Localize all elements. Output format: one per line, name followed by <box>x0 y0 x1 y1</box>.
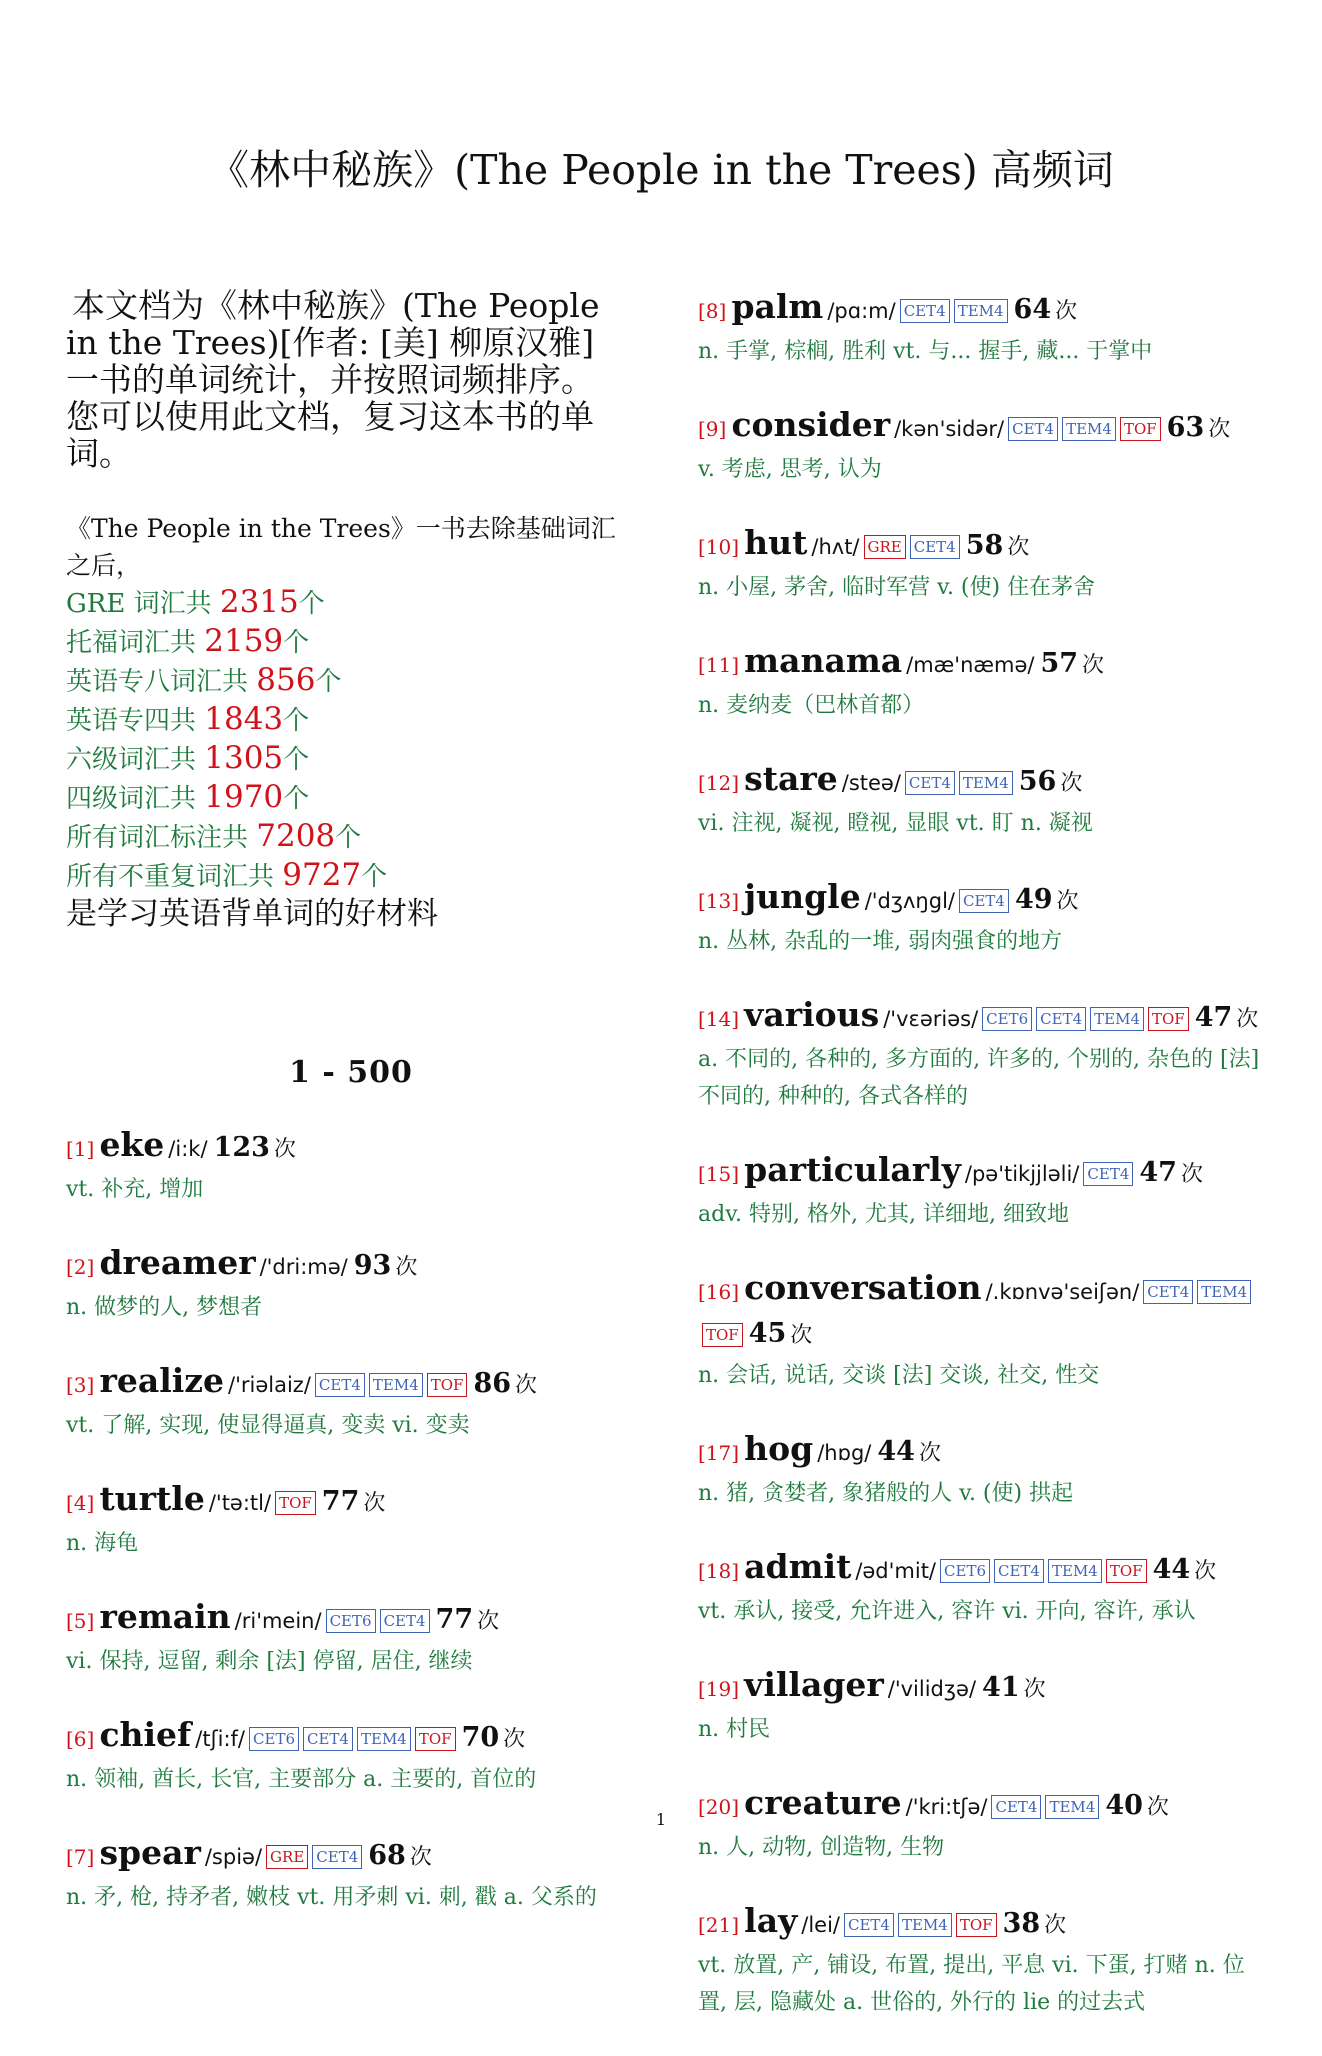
intro-line-1: 本文档为《林中秘族》(The People in the Trees)[作者: [美] 柳原汉雅] 一书的单词统计，并按照词频排序。 <box>66 286 600 399</box>
entry-index: [18] <box>698 1559 740 1583</box>
stat-unit: 个 <box>283 628 310 658</box>
entry-count: 86 <box>473 1368 512 1399</box>
entry-phonetic: /'riəlaiz/ <box>228 1373 311 1397</box>
entry-tag: TOF <box>956 1913 997 1937</box>
entry-count: 40 <box>1105 1790 1143 1821</box>
entry-count: 93 <box>353 1250 392 1281</box>
entry-definition: vt. 补充, 增加 <box>66 1177 204 1202</box>
entry-count: 64 <box>1013 294 1052 325</box>
stat-label: 所有词汇标注共 <box>66 823 257 853</box>
stat-label: 英语专八词汇共 <box>66 667 257 697</box>
range-heading: 1 - 500 <box>289 1055 413 1090</box>
entry-tag: CET4 <box>994 1559 1044 1583</box>
entry-count: 77 <box>321 1486 360 1517</box>
word-entry <box>698 1901 1273 2021</box>
entry-definition: n. 领袖, 酋长, 长官, 主要部分 a. 主要的, 首位的 <box>66 1767 537 1792</box>
entry-tag: CET4 <box>1083 1162 1133 1186</box>
entry-count-unit: 次 <box>1007 535 1030 560</box>
entry-count-unit: 次 <box>1060 771 1083 796</box>
entry-tag: CET4 <box>844 1913 894 1937</box>
entry-tag: TOF <box>1148 1007 1189 1031</box>
closing-text: 是学习英语背单词的好材料 <box>66 896 438 932</box>
entry-definition: n. 小屋, 茅舍, 临时军营 v. (使) 住在茅舍 <box>698 575 1096 600</box>
stat-line <box>66 740 636 779</box>
entry-tag: CET4 <box>380 1609 430 1633</box>
entry-phonetic: /'dʒʌŋgl/ <box>864 889 955 913</box>
stat-line <box>66 662 636 701</box>
entry-headline <box>698 405 1273 451</box>
entry-tag: TOF <box>1106 1559 1147 1583</box>
stat-line <box>66 623 636 662</box>
entry-count: 63 <box>1166 412 1205 443</box>
stat-number: 2315 <box>219 584 299 620</box>
entry-tag: TOF <box>1120 417 1161 441</box>
entry-headline <box>698 1429 1273 1475</box>
entry-count-unit: 次 <box>1044 1913 1067 1938</box>
word-entry <box>698 405 1273 488</box>
entry-definition: vt. 承认, 接受, 允许进入, 容许 vi. 开向, 容许, 承认 <box>698 1599 1196 1624</box>
entry-index: [20] <box>698 1795 740 1819</box>
entry-count-unit: 次 <box>1023 1677 1046 1702</box>
entry-headline <box>698 1547 1273 1593</box>
entry-count-unit: 次 <box>1194 1559 1217 1584</box>
entry-count-unit: 次 <box>1208 417 1231 442</box>
entry-word: stare <box>744 759 838 798</box>
entry-word: manama <box>744 641 903 680</box>
entry-word: creature <box>744 1783 902 1822</box>
entry-phonetic: /'tə:tl/ <box>208 1491 272 1515</box>
entry-definition: n. 手掌, 棕榈, 胜利 vt. 与... 握手, 藏... 于掌中 <box>698 339 1153 364</box>
entry-index: [14] <box>698 1007 740 1031</box>
entry-count-unit: 次 <box>273 1137 296 1162</box>
entry-phonetic: /hɒg/ <box>817 1441 872 1465</box>
entry-tag: CET6 <box>326 1609 376 1633</box>
entry-word: remain <box>99 1597 231 1636</box>
entry-tag: CET4 <box>991 1795 1041 1819</box>
entry-index: [2] <box>66 1255 95 1279</box>
entry-headline <box>66 1243 636 1289</box>
entry-tag: CET4 <box>303 1727 353 1751</box>
stat-number: 1305 <box>204 740 284 776</box>
word-entry <box>66 1243 636 1326</box>
entry-headline <box>698 759 1273 805</box>
entry-headline <box>698 1150 1273 1196</box>
stat-label: 所有不重复词汇共 <box>66 862 283 892</box>
word-entry <box>66 1479 636 1562</box>
word-entry <box>698 1429 1273 1512</box>
entry-word: villager <box>744 1665 884 1704</box>
entry-word: dreamer <box>99 1243 256 1282</box>
entry-count-unit: 次 <box>1056 889 1079 914</box>
entry-definition: adv. 特别, 格外, 尤其, 详细地, 细致地 <box>698 1202 1069 1227</box>
entry-count: 58 <box>965 530 1004 561</box>
entry-headline <box>698 523 1273 569</box>
stat-line <box>66 701 636 740</box>
entry-definition: v. 考虑, 思考, 认为 <box>698 457 882 482</box>
stats-heading: 《The People in the Trees》一书去除基础词汇之后， <box>66 514 616 580</box>
stats-block <box>66 510 636 933</box>
entry-tag: TOF <box>415 1727 456 1751</box>
entry-count-unit: 次 <box>477 1609 500 1634</box>
entry-phonetic: /hʌt/ <box>811 535 860 559</box>
entry-word: palm <box>731 287 824 326</box>
entry-index: [9] <box>698 417 727 441</box>
entry-index: [21] <box>698 1913 740 1937</box>
entry-index: [10] <box>698 535 740 559</box>
entry-word: eke <box>99 1125 165 1164</box>
entry-word: hog <box>744 1429 814 1468</box>
word-list-left <box>66 1125 636 1916</box>
entry-count: 47 <box>1194 1002 1233 1033</box>
stat-label: 四级词汇共 <box>66 784 205 814</box>
word-entry <box>698 759 1273 842</box>
entry-index: [17] <box>698 1441 740 1465</box>
stat-number: 856 <box>256 662 316 698</box>
entry-index: [7] <box>66 1845 95 1869</box>
entry-tag: CET4 <box>312 1845 362 1869</box>
stat-label: 英语专四共 <box>66 706 205 736</box>
entry-count-unit: 次 <box>515 1373 538 1398</box>
entry-tag: CET4 <box>900 299 950 323</box>
stat-unit: 个 <box>283 784 310 814</box>
entry-definition: n. 人, 动物, 创造物, 生物 <box>698 1835 945 1860</box>
stat-unit: 个 <box>361 862 388 892</box>
entry-count-unit: 次 <box>1146 1795 1169 1820</box>
entry-tag: TEM4 <box>1090 1007 1144 1031</box>
entry-tag: CET6 <box>982 1007 1032 1031</box>
stat-unit: 个 <box>335 823 362 853</box>
word-entry <box>66 1715 636 1798</box>
entry-count-unit: 次 <box>409 1845 432 1870</box>
entry-phonetic: /.kɒnvə'seiʃən/ <box>985 1280 1140 1304</box>
entry-index: [12] <box>698 771 740 795</box>
entry-index: [5] <box>66 1609 95 1633</box>
word-entry <box>66 1597 636 1680</box>
entry-count-unit: 次 <box>503 1727 526 1752</box>
entry-phonetic: /lei/ <box>801 1913 840 1937</box>
stats-list <box>66 584 636 896</box>
stat-line <box>66 584 636 623</box>
entry-phonetic: /əd'mit/ <box>855 1559 937 1583</box>
entry-tag: CET4 <box>1008 417 1058 441</box>
entry-headline <box>698 1901 1273 1947</box>
stat-number: 2159 <box>204 623 284 659</box>
stat-line <box>66 818 636 857</box>
word-list-right <box>698 287 1273 2021</box>
word-entry <box>698 877 1273 960</box>
entry-count: 123 <box>213 1132 270 1163</box>
entry-headline <box>698 287 1273 333</box>
entry-phonetic: /mæ'næmə/ <box>906 653 1035 677</box>
entry-definition: vt. 放置, 产, 铺设, 布置, 提出, 平息 vi. 下蛋, 打赌 n. 位置, 层, 隐藏处 a. 世俗的, 外行的 lie 的过去式 <box>698 1953 1245 2015</box>
stat-number: 9727 <box>282 857 362 893</box>
entry-index: [4] <box>66 1491 95 1515</box>
word-entry <box>698 1665 1273 1748</box>
entry-tag: TEM4 <box>1197 1280 1251 1304</box>
entry-count: 44 <box>877 1436 915 1467</box>
entry-index: [8] <box>698 299 727 323</box>
entry-phonetic: /i:k/ <box>168 1137 208 1161</box>
entry-definition: vi. 注视, 凝视, 瞪视, 显眼 vt. 盯 n. 凝视 <box>698 811 1093 836</box>
entry-tag: TEM4 <box>1045 1795 1099 1819</box>
stat-number: 7208 <box>256 818 336 854</box>
word-entry <box>698 287 1273 370</box>
entry-tag: CET6 <box>940 1559 990 1583</box>
entry-tag: TEM4 <box>954 299 1008 323</box>
entry-word: consider <box>731 405 891 444</box>
entry-word: chief <box>99 1715 192 1754</box>
entry-count-unit: 次 <box>1082 653 1105 678</box>
entry-count-unit: 次 <box>1180 1162 1203 1187</box>
entry-count: 57 <box>1040 648 1079 679</box>
entry-definition: vt. 了解, 实现, 使显得逼真, 变卖 vi. 变卖 <box>66 1413 470 1438</box>
entry-index: [6] <box>66 1727 95 1751</box>
stat-label: 六级词汇共 <box>66 745 205 775</box>
entry-tag: TEM4 <box>369 1373 423 1397</box>
entry-headline <box>698 1665 1273 1711</box>
entry-definition: n. 矛, 枪, 持矛者, 嫩枝 vt. 用矛刺 vi. 刺, 戳 a. 父系的 <box>66 1885 597 1910</box>
entry-count-unit: 次 <box>790 1323 813 1348</box>
stat-number: 1970 <box>204 779 284 815</box>
word-entry <box>66 1833 636 1916</box>
entry-tag: CET6 <box>249 1727 299 1751</box>
entry-phonetic: /pɑ:m/ <box>827 299 896 323</box>
stat-unit: 个 <box>283 706 310 736</box>
document-title: 《林中秘族》(The People in the Trees) 高频词 <box>208 146 1114 194</box>
entry-headline <box>698 995 1273 1041</box>
entry-tag: GRE <box>266 1845 308 1869</box>
entry-definition: vi. 保持, 逗留, 剩余 [法] 停留, 居住, 继续 <box>66 1649 473 1674</box>
entry-tag: TEM4 <box>357 1727 411 1751</box>
entry-headline <box>66 1715 636 1761</box>
word-entry <box>698 641 1273 724</box>
entry-count: 47 <box>1139 1157 1177 1188</box>
entry-index: [11] <box>698 653 740 677</box>
entry-phonetic: /tʃi:f/ <box>195 1727 246 1751</box>
entry-phonetic: /steə/ <box>841 771 901 795</box>
right-column <box>698 287 1273 2056</box>
entry-tag: CET4 <box>315 1373 365 1397</box>
entry-phonetic: /'kri:tʃə/ <box>905 1795 988 1819</box>
entry-definition: n. 海龟 <box>66 1531 139 1556</box>
entry-headline <box>698 877 1273 923</box>
stat-line <box>66 857 636 896</box>
entry-definition: n. 丛林, 杂乱的一堆, 弱肉强食的地方 <box>698 929 1063 954</box>
entry-tag: GRE <box>864 535 906 559</box>
entry-count: 77 <box>435 1604 474 1635</box>
left-column <box>66 287 636 1951</box>
entry-headline <box>66 1597 636 1643</box>
entry-index: [19] <box>698 1677 740 1701</box>
entry-definition: n. 猪, 贪婪者, 象猪般的人 v. (使) 拱起 <box>698 1481 1074 1506</box>
stat-number: 1843 <box>204 701 284 737</box>
entry-word: various <box>744 995 880 1034</box>
entry-index: [16] <box>698 1280 740 1304</box>
entry-index: [1] <box>66 1137 95 1161</box>
stat-unit: 个 <box>315 667 342 697</box>
entry-word: particularly <box>744 1150 961 1189</box>
page-number: 1 <box>655 1810 667 1829</box>
entry-word: realize <box>99 1361 225 1400</box>
entry-headline <box>698 641 1273 687</box>
word-entry <box>698 523 1273 606</box>
entry-phonetic: /kən'sidər/ <box>894 417 1005 441</box>
entry-headline <box>66 1125 636 1171</box>
intro-text <box>66 287 636 472</box>
entry-tag: CET4 <box>1143 1280 1193 1304</box>
entry-word: lay <box>744 1901 798 1940</box>
entry-index: [3] <box>66 1373 95 1397</box>
entry-phonetic: /'vɛəriəs/ <box>883 1007 979 1031</box>
word-entry <box>698 1268 1273 1394</box>
entry-count-unit: 次 <box>1236 1007 1259 1032</box>
entry-word: jungle <box>744 877 861 916</box>
entry-index: [15] <box>698 1162 740 1186</box>
entry-tag: TOF <box>275 1491 316 1515</box>
entry-tag: CET4 <box>910 535 960 559</box>
entry-definition: a. 不同的, 各种的, 多方面的, 许多的, 个别的, 杂色的 [法] 不同的, 种种的, 各式各样的 <box>698 1047 1260 1109</box>
entry-headline <box>698 1268 1273 1357</box>
entry-count-unit: 次 <box>395 1255 418 1280</box>
entry-word: turtle <box>99 1479 205 1518</box>
entry-count: 41 <box>982 1672 1020 1703</box>
entry-tag: TEM4 <box>1062 417 1116 441</box>
stat-label: GRE 词汇共 <box>66 589 220 619</box>
entry-count: 56 <box>1018 766 1057 797</box>
entry-headline <box>66 1361 636 1407</box>
entry-count: 44 <box>1152 1554 1191 1585</box>
entry-word: hut <box>744 523 808 562</box>
entry-definition: n. 麦纳麦（巴林首都） <box>698 693 925 718</box>
entry-phonetic: /'dri:mə/ <box>259 1255 348 1279</box>
entry-tag: TEM4 <box>959 771 1013 795</box>
word-entry <box>66 1361 636 1444</box>
entry-phonetic: /pə'tikjjləli/ <box>964 1162 1080 1186</box>
stat-unit: 个 <box>298 589 325 619</box>
entry-count: 38 <box>1002 1908 1041 1939</box>
stat-line <box>66 779 636 818</box>
entry-count: 68 <box>368 1840 406 1871</box>
entry-definition: n. 会话, 说话, 交谈 [法] 交谈, 社交, 性交 <box>698 1363 1100 1388</box>
entry-tag: TEM4 <box>1048 1559 1102 1583</box>
entry-word: admit <box>744 1547 852 1586</box>
entry-word: spear <box>99 1833 201 1872</box>
intro-line-2: 您可以使用此文档，复习这本书的单词。 <box>66 397 594 473</box>
word-entry <box>66 1125 636 1208</box>
entry-count-unit: 次 <box>918 1441 941 1466</box>
entry-count: 45 <box>748 1318 787 1349</box>
entry-tag: TEM4 <box>898 1913 952 1937</box>
entry-tag: CET4 <box>905 771 955 795</box>
entry-index: [13] <box>698 889 740 913</box>
entry-definition: n. 村民 <box>698 1717 771 1742</box>
stat-unit: 个 <box>283 745 310 775</box>
word-entry <box>698 1547 1273 1630</box>
entry-word: conversation <box>744 1268 982 1307</box>
entry-tag: CET4 <box>959 889 1009 913</box>
entry-headline <box>66 1479 636 1525</box>
entry-tag: CET4 <box>1036 1007 1086 1031</box>
entry-phonetic: /ri'mein/ <box>234 1609 322 1633</box>
stat-label: 托福词汇共 <box>66 628 205 658</box>
entry-count: 49 <box>1014 884 1053 915</box>
entry-count: 70 <box>461 1722 500 1753</box>
entry-count-unit: 次 <box>1055 299 1078 324</box>
entry-phonetic: /spiə/ <box>204 1845 263 1869</box>
entry-phonetic: /'vilidʒə/ <box>887 1677 977 1701</box>
entry-headline <box>66 1833 636 1879</box>
entry-definition: n. 做梦的人, 梦想者 <box>66 1295 263 1320</box>
word-entry <box>698 1150 1273 1233</box>
entry-count-unit: 次 <box>363 1491 386 1516</box>
entry-tag: TOF <box>702 1323 743 1347</box>
word-entry <box>698 995 1273 1115</box>
entry-tag: TOF <box>427 1373 468 1397</box>
